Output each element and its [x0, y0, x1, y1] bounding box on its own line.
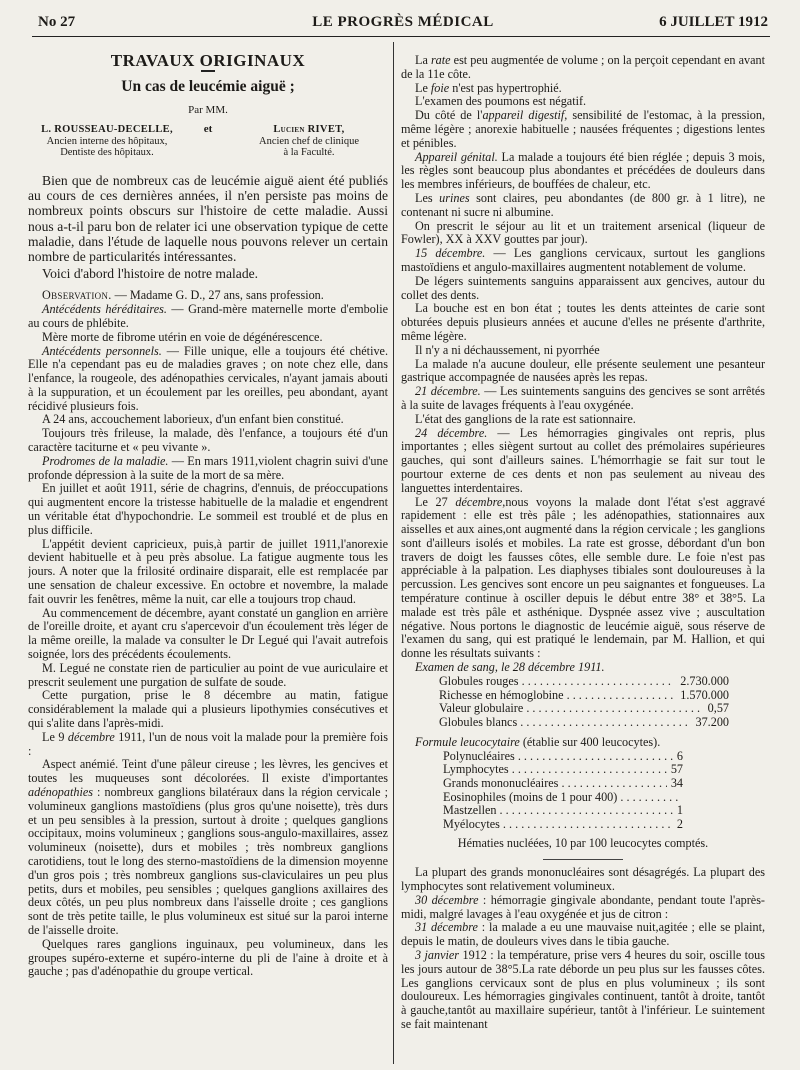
observation-paragraph: Observation. — Madame G. D., 27 ans, sans profession. — [42, 288, 324, 303]
paragraph: En juillet et août 1911, série de chagrins, d'ennuis, de préoccupations qui augmentent encore la tristesse habituelle de la maladie et engendrent un véritable état d'hypochondrie. Le sommeil est troublé et de plus en plus difficile. — [28, 481, 388, 537]
observation-label: Observation. — [42, 288, 112, 303]
author-1-name: L. ROUSSEAU-DECELLE, — [41, 124, 173, 136]
dated-paragraph: 15 décembre. — Les ganglions cervicaux, surtout les ganglions mastoïdiens et angulo-maxillaires augmentent notablement de volume. — [401, 246, 765, 274]
paragraph: L'appétit devient capricieux, puis,à partir de juillet 1911,l'anorexie devient habituelle et à peu près absolue. La fatigue augmente tous les jours. A noter que la frilosité ordinaire disparait, elle est remplacée par une sensation de chaleur excessive. En octobre et novembre, la malade fait ouvrir les fenêtres, même la nuit, car elle a toujours trop chaud. — [28, 536, 388, 606]
table-row: Polynucléaires . . . 6 — [443, 750, 683, 764]
page-header — [38, 10, 768, 34]
leukocyte-formula-title: Formule leucocytaire (établie sur 400 leucocytes). — [415, 735, 661, 750]
hereditary-label: Antécédents héréditaires. — [42, 302, 167, 317]
intro-paragraph-2: Voici d'abord l'histoire de notre malade. — [42, 266, 259, 282]
paragraph: Appareil génital. La malade a toujours été bien réglée ; depuis 3 mois, les règles sont beaucoup plus abondantes et précédées de douleurs dans les membres inférieurs, de bouffées de chaleur, etc. — [401, 149, 765, 192]
column-divider — [393, 42, 394, 1064]
author-2-title-2: à la Faculté. — [283, 147, 335, 159]
author-2-name: Lucien RIVET, — [273, 124, 345, 136]
journal-title: LE PROGRÈS MÉDICAL — [312, 14, 494, 30]
paragraph: Toujours très frileuse, la malade, dès l'enfance, a toujours été d'un caractère taciturne et « peu vivante ». — [28, 426, 388, 455]
author-1-title: Ancien interne des hôpitaux, — [46, 135, 168, 147]
paragraph: La malade n'a aucune douleur, elle présente seulement une pesanteur gastrique accompagnée de nausées après les repas. — [401, 356, 765, 385]
paragraph: Le foie n'est pas hypertrophié. — [415, 80, 562, 95]
paragraph: L'examen des poumons est négatif. — [415, 94, 587, 109]
personal-paragraph: Antécédents personnels. — Fille unique, elle a toujours été chétive. Elle n'a cependant pas eu de maladies graves ; on note chez elle, dans l'enfance, la rougeole, des adénopathies cervicales, n'ayant jamais abouti à la suppuration, et un écoulement par les oreilles, peu abondant, ayant récidivé plusieurs fois. — [28, 343, 388, 413]
hereditary-paragraph: Antécédents héréditaires. — Grand-mère maternelle morte d'embolie au cours de phlébite. — [28, 302, 388, 330]
paragraph: Il n'y a ni déchaussement, ni pyorrhée — [415, 342, 600, 357]
dated-paragraph: 24 décembre. — Les hémorragies gingivales ont repris, plus importantes ; elles siègent surtout au collet des prémolaires supérieures gauches, qui sont d'ailleurs saines. L'hémorrhagie se fait sur tout le pourtour externe de ces dents et non pas seulement au niveau des languettes interdentaires. — [401, 425, 765, 495]
paragraph: La rate est peu augmentée de volume ; on la perçoit cependant en avant de la 11e côte. — [401, 54, 765, 81]
separator-rule — [543, 859, 623, 860]
authors-block — [28, 124, 388, 159]
issue-date: 6 JUILLET 1912 — [659, 14, 768, 30]
paragraph: L'état des ganglions de la rate est sationnaire. — [415, 411, 636, 426]
authors-intro: Par MM. — [188, 103, 228, 116]
author-2-title: Ancien chef de clinique — [258, 135, 359, 147]
paragraph: Mère morte de fibrome utérin en voie de dégénérescence. — [42, 329, 323, 344]
paragraph: Les urines sont claires, peu abondantes (de 800 gr. à 1 litre), ne contenant ni sucre ni albumine. — [401, 190, 765, 219]
hematies-note: Hématies nucléées, 10 par 100 leucocytes comptés. — [457, 836, 709, 851]
blood-exam-title: Examen de sang, le 28 décembre 1911. — [415, 660, 605, 675]
table-row: Grands mononucléaires . . . 34 — [443, 777, 683, 791]
blood-table — [439, 675, 729, 730]
dated-paragraph: Le 9 décembre 1911, l'un de nous voit la malade pour la première fois : — [28, 729, 388, 758]
table-row: Globules rouges . . . 2.730.000 — [439, 675, 729, 689]
dated-paragraph: 3 janvier 1912 : la température, prise vers 4 heures du soir, oscille tous les jours autour de 38°5.La rate déborde un peu plus sur les fausses côtes. Les ganglions cervicaux sont de plus en plus volumineux ; ils sont douloureux. Les hémorragies gingivales continuent, tantôt à droite, tantôt à gauche,tantôt au maxillaire supérieur, tantôt à l'inférieur. Le suintement se fait maintenant — [401, 947, 765, 1031]
title-dash — [201, 70, 215, 72]
table-row: Richesse en hémoglobine . . . 1.570.000 — [439, 689, 729, 703]
paragraph: Quelques rares ganglions inguinaux, peu volumineux, dans les groupes supéro-externe et supéro-interne du pli de l'aine à droite et à gauche ; pas d'adénopathie du groupe vertical. — [28, 936, 388, 979]
author-2 — [234, 124, 384, 159]
table-row: Lymphocytes . . . 57 — [443, 763, 683, 777]
paragraph: De légers suintements sanguins apparaissent aux gencives, autour du collet des dents. — [401, 273, 765, 302]
dated-paragraph: 21 décembre. — Les suintements sanguins des gencives se sont arrêtés à la suite de lavages fréquents à l'eau oxygénée. — [401, 384, 765, 412]
leukocyte-table — [443, 750, 683, 832]
prodromes-paragraph: Prodromes de la maladie. — En mars 1911,violent chagrin suivi d'une profonde dépression à la suite de la mort de sa mère. — [28, 453, 388, 482]
left-column — [28, 46, 388, 979]
section-title: TRAVAUX ORIGINAUX — [110, 51, 306, 70]
paragraph: La plupart des grands mononucléaires sont désagrégés. La plupart des lymphocytes sont relativement volumineux. — [401, 865, 765, 893]
table-row: Myélocytes . . . 2 — [443, 818, 683, 832]
right-column — [401, 54, 765, 1032]
paragraph: On prescrit le séjour au lit et un traitement arsenical (liqueur de Fowler), XX à XXV gouttes par jour). — [401, 218, 765, 247]
prodromes-label: Prodromes de la maladie. — [42, 453, 169, 468]
table-row: Valeur globulaire . . . 0,57 — [439, 702, 729, 716]
paragraph: Cette purgation, prise le 8 décembre au matin, fatigue considérablement la malade qui a plusieurs lipothymies consécutives et qui s'alite dans l'après-midi. — [28, 688, 388, 731]
issue-number: No 27 — [38, 14, 76, 30]
paragraph: M. Legué ne constate rien de particulier au point de vue auriculaire et prescrit seulement une purgation de sulfate de soude. — [28, 660, 388, 689]
paragraph: La bouche est en bon état ; toutes les dents atteintes de carie sont obturées depuis plusieurs années et aucune d'elles ne présente d'arthrite, même légère. — [401, 301, 765, 343]
table-row: Eosinophiles (moins de 1 pour 400) . . . — [443, 791, 683, 805]
paragraph: Aspect anémié. Teint d'une pâleur cireuse ; les lèvres, les gencives et toutes les muqueuses sont décolorées. Il existe d'importantes adénopathies : nombreux ganglions bilatéraux dans la région cervicale ; volumineux ganglions mastoïdiens (plus gros qu'une noisette), très durs et un peu sensibles à la pression, surtout à droite ; quelques ganglions occipitaux, moins volumineux ; ganglions sous-angulo-maxillaires, assez volumineux (noisette), durs et mobiles ; très nombreux ganglions carotidiens, tout le long des sterno-mastoïdiens de la dimension moyenne d'un gros pois ; très nombreux ganglions sus-claviculaires un peu plus petits, durs et mobiles, peu sensibles ; quelques ganglions axillaires des deux côtés, un peu plus nombreux dans l'aisselle droite ; ces ganglions sont de très petite taille, le plus volumineux est situé sur la paroi interne de l'aisselle droite. — [28, 757, 388, 937]
dated-paragraph: 30 décembre : hémorragie gingivale abondante, pendant toute l'après-midi, malgré lavages à l'eau oxygénée et jus de citron : — [401, 892, 765, 921]
paragraph: Au commencement de décembre, ayant constaté un ganglion en arrière de l'oreille droite, et ayant cru s'apercevoir d'un écoulement très léger de la même oreille, la malade va consulter le Dr Legué qui l'avait autrefois soignée, lors des précédents écoulements. — [28, 605, 388, 662]
authors-et: et — [203, 123, 213, 136]
table-row: Globules blancs . . . 37.200 — [439, 716, 729, 730]
paragraph: Du côté de l'appareil digestif, sensibilité de l'estomac, à la pression, même légère ; anorexie habituelle ; nausées fréquentes ; digestions lentes et pénibles. — [401, 108, 765, 150]
author-1-title-2: Dentiste des hôpitaux. — [60, 147, 154, 159]
table-row: Mastzellen . . . 1 — [443, 804, 683, 818]
intro-paragraph: Bien que de nombreux cas de leucémie aiguë aient été publiés au cours de ces dernières années, il n'en persiste pas moins de nombreux points obscurs sur l'histoire de cette maladie. Aussi nous a-t-il paru bon de relater ici une observation typique de cette maladie, dans l'étude de laquelle nous pouvons relever un certain nombre de particularités intéressantes. — [28, 172, 388, 264]
dated-paragraph: Le 27 décembre,nous voyons la malade dont l'état s'est aggravé rapidement : elle est très pâle ; les adénopathies, stationnaires aux aisselles et aux aines,ont augmenté dans la région cervicale ; les ganglions sont d'ailleurs isolés et mobiles. La rate est grosse, débordant d'un bon travers de doigt les fausses côtes, elle semble dure. Le foie n'est pas appréciable à la palpation. Les diaphyses tibiales sont douloureuses à la percussion. Les gencives sont encore un peu saignantes et fongueuses. La température continue à osciller depuis le début entre 38° et 38°5. La malade est très pâle et asthénique. Dyspnée assez vive ; auscultation négative. Nous portons le diagnostic de leucémie aiguë, sous réserve de l'examen du sang, qui est pratiqué le lendemain, par M. Hallion, et qui donne les résultats suivants : — [401, 494, 765, 661]
header-rule — [32, 36, 770, 37]
introduction — [28, 173, 388, 281]
dated-paragraph: 31 décembre : la malade a eu une mauvaise nuit,agitée ; elle se plaint, depuis le matin, de douleurs vives dans le tibia gauche. — [401, 920, 765, 949]
personal-label: Antécédents personnels. — [42, 343, 162, 358]
paragraph: A 24 ans, accouchement laborieux, d'un enfant bien constitué. — [42, 412, 344, 427]
article-title: Un cas de leucémie aiguë ; — [121, 77, 295, 95]
author-1 — [32, 124, 182, 159]
